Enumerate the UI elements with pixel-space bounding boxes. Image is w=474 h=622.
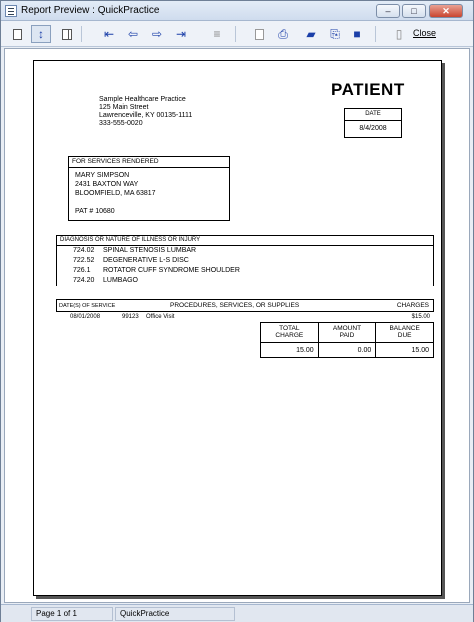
procedure-desc: Office Visit (146, 314, 175, 320)
report-page (33, 60, 442, 596)
status-bar (1, 604, 473, 622)
previous-page-icon[interactable]: ⇦ (127, 27, 139, 41)
services-rendered-box (68, 156, 230, 221)
col-procedures: PROCEDURES, SERVICES, OR SUPPLIES (170, 302, 300, 309)
exit-icon[interactable]: ▯ (395, 27, 403, 41)
col-charges: CHARGES (396, 302, 429, 309)
diagnosis-box (56, 235, 434, 286)
diagnosis-row (57, 246, 433, 256)
open-icon[interactable]: ▰ (306, 27, 316, 41)
patient-city: BLOOMFIELD, MA 63817 (75, 190, 156, 197)
toolbar-separator (81, 26, 82, 42)
first-page-icon[interactable]: ⇤ (103, 27, 115, 41)
window-title: Report Preview : QuickPractice (21, 5, 160, 16)
copy-icon[interactable] (249, 25, 269, 43)
patient-name: MARY SIMPSON (75, 172, 130, 179)
diagnosis-desc: DEGENERATIVE L-S DISC (103, 257, 189, 264)
total-charge-header: TOTAL CHARGE (261, 323, 319, 343)
balance-due-header: BALANCE DUE (376, 323, 434, 343)
practice-city: Lawrenceville, KY 00135-1111 (99, 112, 193, 119)
preview-area[interactable] (4, 48, 470, 603)
diagnosis-desc: ROTATOR CUFF SYNDROME SHOULDER (103, 267, 240, 274)
procedures-header (56, 299, 434, 312)
toolbar-separator (375, 26, 376, 42)
diagnosis-row (57, 276, 433, 286)
last-page-icon[interactable]: ⇥ (175, 27, 187, 41)
diagnosis-code: 724.02 (73, 247, 95, 254)
save-icon[interactable]: ■ (353, 27, 361, 41)
procedure-charge: $15.00 (411, 314, 430, 320)
date-value: 8/4/2008 (359, 125, 387, 132)
page-indicator: Page 1 of 1 (31, 607, 113, 621)
single-page-view-icon[interactable] (7, 25, 27, 43)
practice-phone: 333-555-0020 (99, 120, 143, 127)
maximize-button[interactable]: □ (402, 4, 426, 18)
amount-paid-header: AMOUNT PAID (318, 323, 376, 343)
practice-address (99, 96, 192, 128)
diagnosis-label: DIAGNOSIS OR NATURE OF ILLNESS OR INJURY (57, 236, 433, 246)
procedure-code: 99123 (122, 314, 139, 320)
diagnosis-desc: SPINAL STENOSIS LUMBAR (103, 247, 197, 254)
print-icon[interactable]: ⎙ (278, 27, 288, 41)
status-app-name: QuickPractice (115, 607, 235, 621)
balance-due-value: 15.00 (376, 343, 434, 358)
title-bar (1, 1, 473, 21)
totals-table (260, 322, 434, 358)
close-button[interactable]: Close (413, 28, 437, 38)
diagnosis-desc: LUMBAGO (103, 277, 139, 284)
two-page-view-icon[interactable] (55, 25, 75, 43)
total-charge-value: 15.00 (261, 343, 319, 358)
procedure-row (56, 313, 434, 322)
services-label: FOR SERVICES RENDERED (69, 157, 229, 168)
app-icon (5, 5, 17, 17)
diagnosis-row (57, 256, 433, 266)
report-heading: PATIENT (331, 80, 405, 99)
diagnosis-code: 722.52 (73, 257, 95, 264)
practice-name: Sample Healthcare Practice (99, 96, 186, 103)
goto-page-icon[interactable]: ≡ (213, 27, 221, 41)
procedure-date: 08/01/2008 (70, 314, 101, 320)
date-box (344, 108, 402, 138)
patient-number: PAT # 10680 (75, 208, 115, 215)
diagnosis-row (57, 266, 433, 276)
export-icon[interactable]: ⎘ (330, 27, 340, 41)
diagnosis-code: 724.20 (73, 277, 95, 284)
col-date-of-service: DATE(S) OF SERVICE (59, 303, 116, 309)
window-close-button[interactable]: ✕ (429, 4, 463, 18)
next-page-icon[interactable]: ⇨ (151, 27, 163, 41)
practice-street: 125 Main Street (99, 104, 149, 111)
patient-street: 2431 BAXTON WAY (75, 181, 139, 188)
date-label: DATE (345, 109, 401, 121)
minimize-button[interactable]: – (376, 4, 400, 18)
diagnosis-code: 726.1 (73, 267, 91, 274)
amount-paid-value: 0.00 (318, 343, 376, 358)
fit-page-icon[interactable]: ↕ (31, 25, 51, 43)
toolbar-separator (235, 26, 236, 42)
toolbar (1, 21, 473, 47)
